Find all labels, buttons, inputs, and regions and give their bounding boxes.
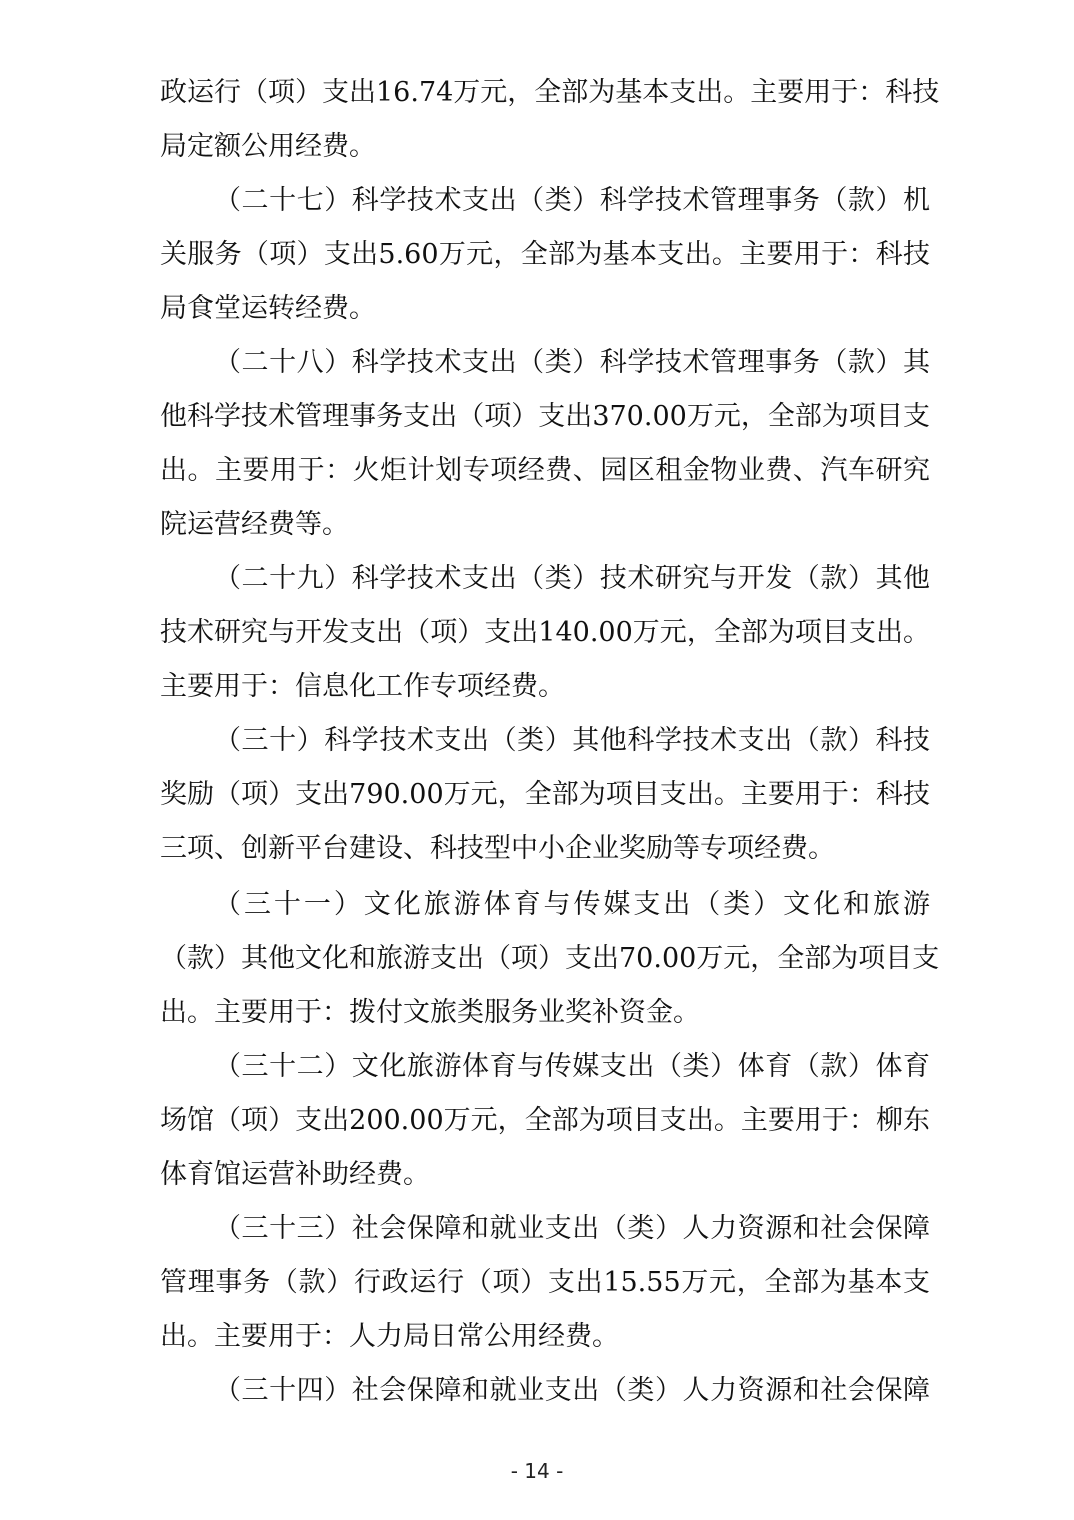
paragraph-line: （款）其他文化和旅游支出（项）支出70.00万元，全部为项目支 (160, 943, 940, 974)
paragraph-line: 管理事务（款）行政运行（项）支出15.55万元，全部为基本支 (160, 1267, 930, 1298)
paragraph-line: 体育馆运营补助经费。 (160, 1159, 430, 1190)
paragraph-line: 局定额公用经费。 (160, 131, 376, 162)
paragraph-line: 场馆（项）支出200.00万元，全部为项目支出。主要用于：柳东 (160, 1105, 930, 1136)
paragraph-line: （二十八）科学技术支出（类）科学技术管理事务（款）其 (214, 347, 930, 378)
paragraph-line: （三十）科学技术支出（类）其他科学技术支出（款）科技 (214, 725, 930, 756)
paragraph-line: 出。主要用于：人力局日常公用经费。 (160, 1321, 619, 1352)
paragraph-line: （二十九）科学技术支出（类）技术研究与开发（款）其他 (214, 563, 930, 594)
paragraph-line: 出。主要用于：拨付文旅类服务业奖补资金。 (160, 997, 700, 1028)
paragraph-line: 局食堂运转经费。 (160, 293, 376, 324)
paragraph-line: 关服务（项）支出5.60万元，全部为基本支出。主要用于：科技 (160, 239, 930, 270)
paragraph-line: （三十一）文化旅游体育与传媒支出（类）文化和旅游 (214, 889, 930, 920)
paragraph-line: 奖励（项）支出790.00万元，全部为项目支出。主要用于：科技 (160, 779, 930, 810)
paragraph-line: 院运营经费等。 (160, 509, 349, 540)
paragraph-line: （三十三）社会保障和就业支出（类）人力资源和社会保障 (214, 1213, 930, 1244)
paragraph-line: 出。主要用于：火炬计划专项经费、园区租金物业费、汽车研究 (160, 455, 930, 486)
paragraph-line: 他科学技术管理事务支出（项）支出370.00万元，全部为项目支 (160, 401, 930, 432)
page-number: - 14 - (510, 1459, 564, 1483)
paragraph-line: （三十四）社会保障和就业支出（类）人力资源和社会保障 (214, 1375, 930, 1406)
paragraph-line: （二十七）科学技术支出（类）科学技术管理事务（款）机 (214, 185, 930, 216)
paragraph-line: （三十二）文化旅游体育与传媒支出（类）体育（款）体育 (214, 1051, 930, 1082)
paragraph-line: 政运行（项）支出16.74万元，全部为基本支出。主要用于：科技 (160, 77, 940, 108)
paragraph-line: 技术研究与开发支出（项）支出140.00万元，全部为项目支出。 (160, 617, 930, 648)
paragraph-line: 三项、创新平台建设、科技型中小企业奖励等专项经费。 (160, 833, 835, 864)
paragraph-line: 主要用于：信息化工作专项经费。 (160, 671, 565, 702)
